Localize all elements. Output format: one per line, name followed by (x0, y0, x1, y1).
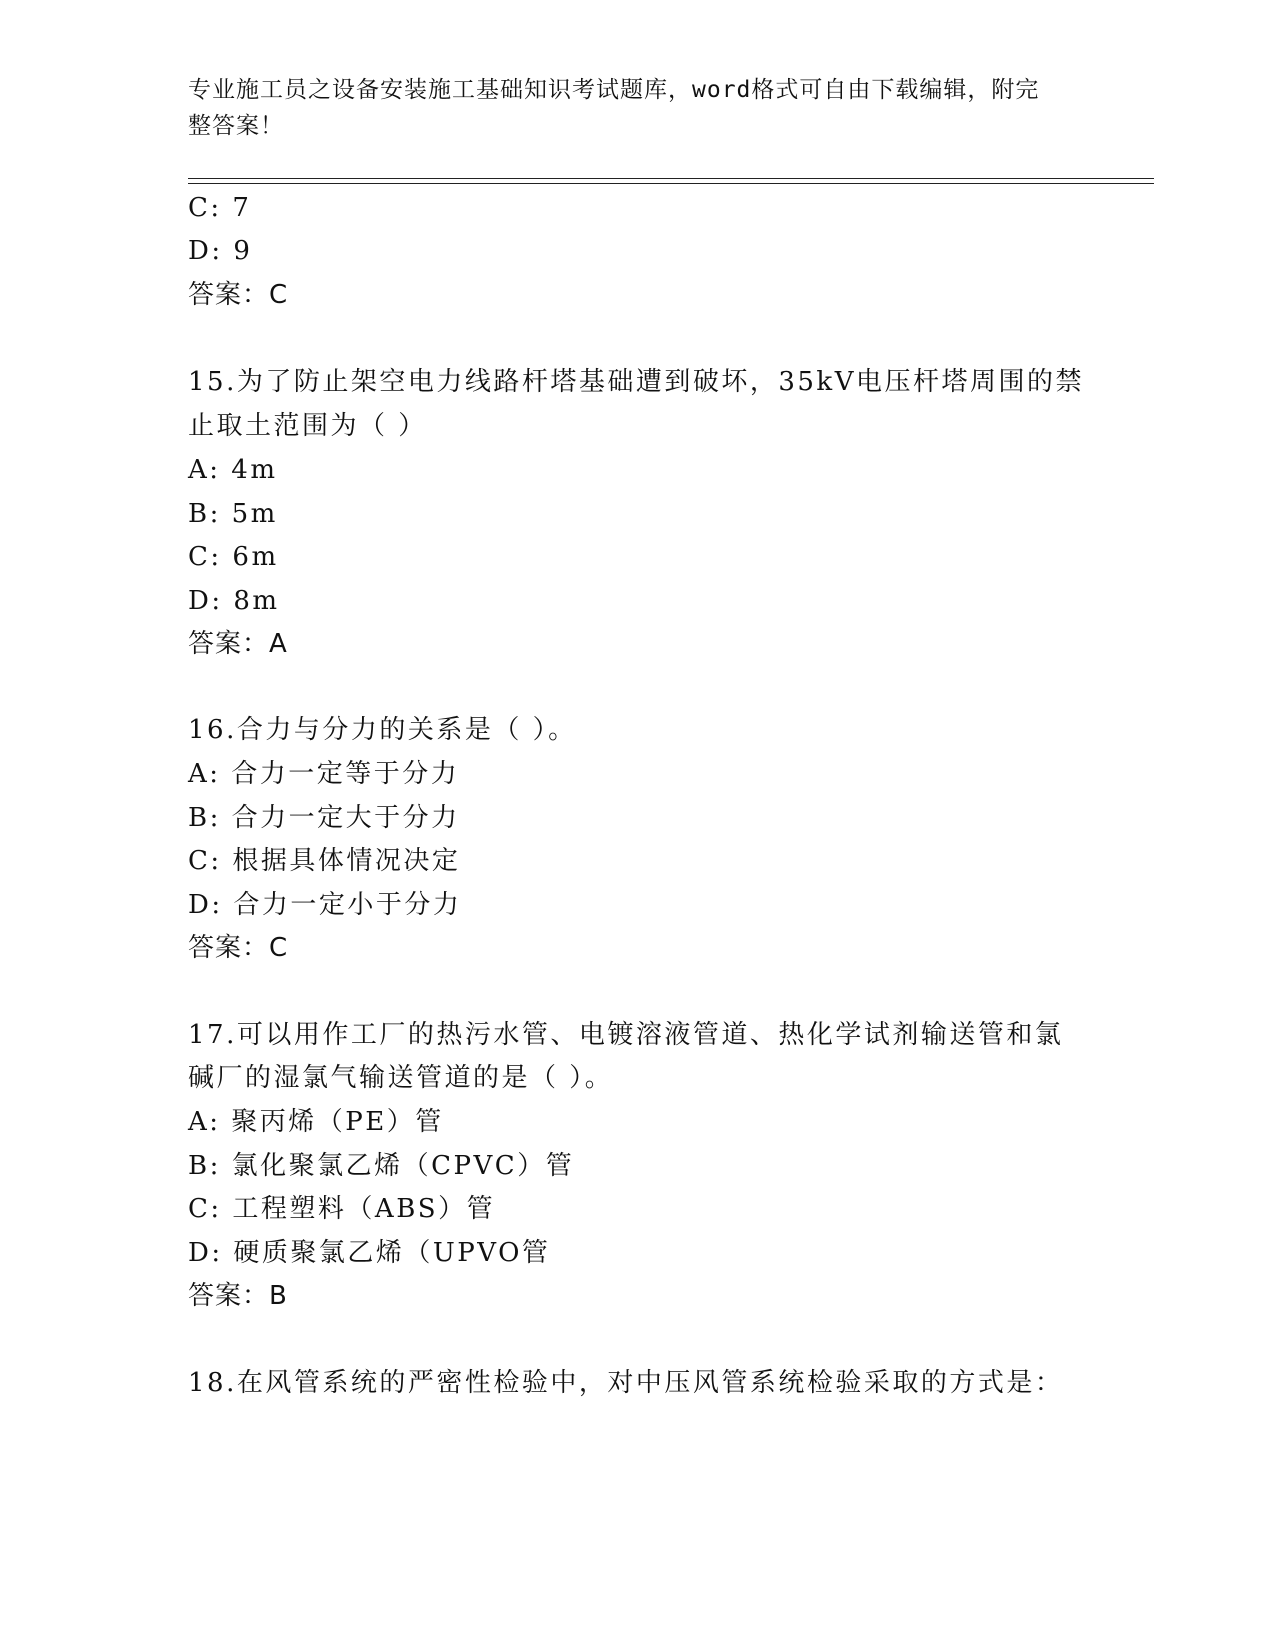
q16-stem-line-1: 16.合力与分力的关系是（ ）。 (188, 715, 577, 745)
q16-option-d: D: 合力一定小于分力 (188, 890, 462, 920)
header-line-2: 整答案！ (188, 113, 284, 139)
q17-option-a: A: 聚丙烯（PE）管 (188, 1107, 444, 1137)
header-line-1: 专业施工员之设备安装施工基础知识考试题库，word格式可自由下载编辑，附完 (188, 77, 1040, 103)
q17-option-c: C: 工程塑料（ABS）管 (188, 1194, 496, 1224)
q15-option-b: B: 5m (188, 499, 278, 529)
q15-option-c: C: 6m (188, 542, 279, 572)
q14-answer: 答案：C (188, 280, 289, 310)
q16-option-a: A: 合力一定等于分力 (188, 759, 460, 789)
header-divider-bottom (188, 183, 1154, 184)
q15-option-a: A: 4m (188, 455, 278, 485)
q14-option-d: D: 9 (188, 236, 253, 266)
q18-stem-line-1: 18.在风管系统的严密性检验中，对中压风管系统检验采取的方式是： (188, 1368, 1064, 1398)
q16-option-c: C: 根据具体情况决定 (188, 846, 461, 876)
q15-answer: 答案：A (188, 629, 288, 659)
q15-stem-line-1: 15.为了防止架空电力线路杆塔基础遭到破坏，35kV电压杆塔周围的禁 (188, 367, 1084, 397)
q17-option-d: D: 硬质聚氯乙烯（UPVO管 (188, 1238, 551, 1268)
q16-answer: 答案：C (188, 933, 289, 963)
q17-answer: 答案：B (188, 1281, 288, 1311)
header-divider-top (188, 178, 1154, 179)
q15-stem-line-2: 止取土范围为（ ） (188, 411, 427, 441)
q14-option-c: C: 7 (188, 193, 252, 223)
q17-option-b: B: 氯化聚氯乙烯（CPVC）管 (188, 1151, 575, 1181)
document-header (188, 72, 1088, 144)
q15-option-d: D: 8m (188, 586, 280, 616)
q17-stem-line-2: 碱厂的湿氯气输送管道的是（ ）。 (188, 1063, 614, 1093)
q17-stem-line-1: 17.可以用作工厂的热污水管、电镀溶液管道、热化学试剂输送管和氯 (188, 1020, 1064, 1050)
q16-option-b: B: 合力一定大于分力 (188, 803, 460, 833)
